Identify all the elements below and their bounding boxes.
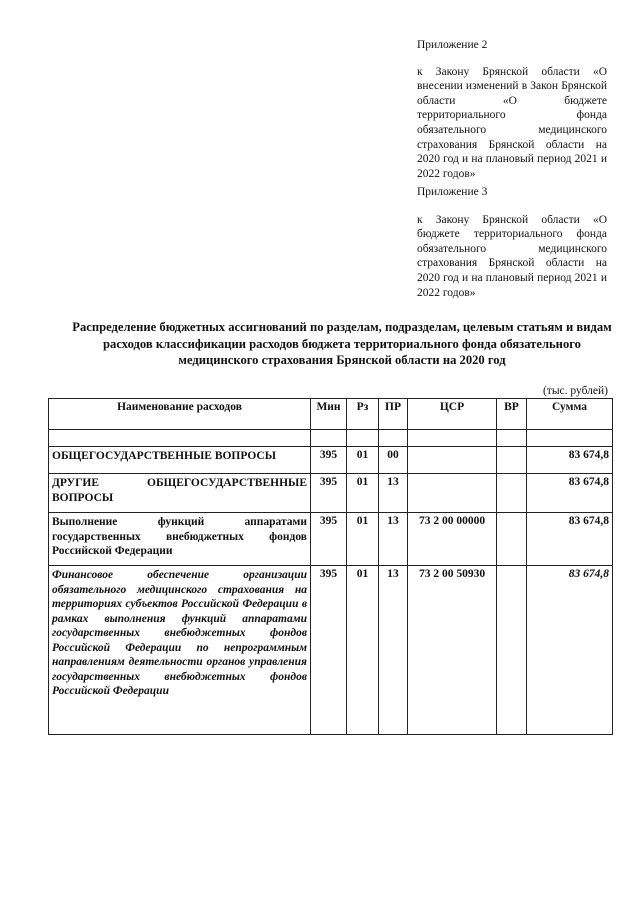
header-pr: ПР: [379, 399, 408, 430]
row-sum: 83 674,8: [527, 513, 613, 566]
header-min: Мин: [311, 399, 347, 430]
row-min: 395: [311, 513, 347, 566]
row-csr: [408, 447, 497, 474]
row-sum: 83 674,8: [527, 566, 613, 735]
row-csr: 73 2 00 50930: [408, 566, 497, 735]
row-rz: 01: [347, 447, 379, 474]
header-name: Наименование расходов: [49, 399, 311, 430]
row-pr: 00: [379, 447, 408, 474]
row-vr: [497, 513, 527, 566]
row-rz: 01: [347, 474, 379, 513]
units-label: (тыс. рублей): [542, 385, 608, 397]
annex-3-block: [417, 185, 607, 300]
table-row: [49, 447, 613, 474]
header-sum: Сумма: [527, 399, 613, 430]
row-min: 395: [311, 566, 347, 735]
row-vr: [497, 566, 527, 735]
table-spacer-row: [49, 430, 613, 447]
annex-3-text: к Закону Брянской области «О бюджете территориального фонда обязательного медицинского страхования Брянской области на 2020 год и на плановый период 2021 и 2022 годов»: [417, 213, 607, 299]
table-row: [49, 566, 613, 735]
annex-3-title: Приложение 3: [417, 186, 488, 198]
table-row: [49, 513, 613, 566]
row-rz: 01: [347, 513, 379, 566]
annex-2-title: Приложение 2: [417, 39, 488, 51]
row-name: ДРУГИЕ ОБЩЕГОСУДАРСТВЕННЫЕ ВОПРОСЫ: [49, 474, 311, 513]
row-rz: 01: [347, 566, 379, 735]
row-name: Финансовое обеспечение организации обязательного медицинского страхования на территориях субъектов Российской Федерации в рамках выполнения функций аппаратами государственных внебюджетных фондов Российской Федерации по непрограммным направлениям деятельности органов управления государственных внебюджетных фондов Российской Федерации: [49, 566, 311, 735]
document-title: Распределение бюджетных ассигнований по разделам, подразделам, целевым статьям и видам расходов классификации расходов бюджета территориального фонда обязательного медицинского страхования Брянской области на 2020 год: [72, 320, 612, 367]
row-csr: [408, 474, 497, 513]
row-vr: [497, 447, 527, 474]
header-vr: ВР: [497, 399, 527, 430]
row-csr: 73 2 00 00000: [408, 513, 497, 566]
table-header-row: [49, 399, 613, 430]
row-min: 395: [311, 474, 347, 513]
header-csr: ЦСР: [408, 399, 497, 430]
row-sum: 83 674,8: [527, 474, 613, 513]
row-min: 395: [311, 447, 347, 474]
row-pr: 13: [379, 474, 408, 513]
row-pr: 13: [379, 566, 408, 735]
budget-table: [48, 398, 613, 735]
annex-2-block: [417, 38, 607, 181]
annex-2-text: к Закону Брянской области «О внесении изменений в Закон Брянской области «О бюджете территориального фонда обязательного медицинского страхования Брянской области на 2020 год и на плановый период 2021 и 2022 годов»: [417, 65, 607, 180]
row-name: ОБЩЕГОСУДАРСТВЕННЫЕ ВОПРОСЫ: [49, 447, 311, 474]
header-rz: Рз: [347, 399, 379, 430]
row-sum: 83 674,8: [527, 447, 613, 474]
table-row: [49, 474, 613, 513]
row-name: Выполнение функций аппаратами государственных внебюджетных фондов Российской Федерации: [49, 513, 311, 566]
row-vr: [497, 474, 527, 513]
row-pr: 13: [379, 513, 408, 566]
